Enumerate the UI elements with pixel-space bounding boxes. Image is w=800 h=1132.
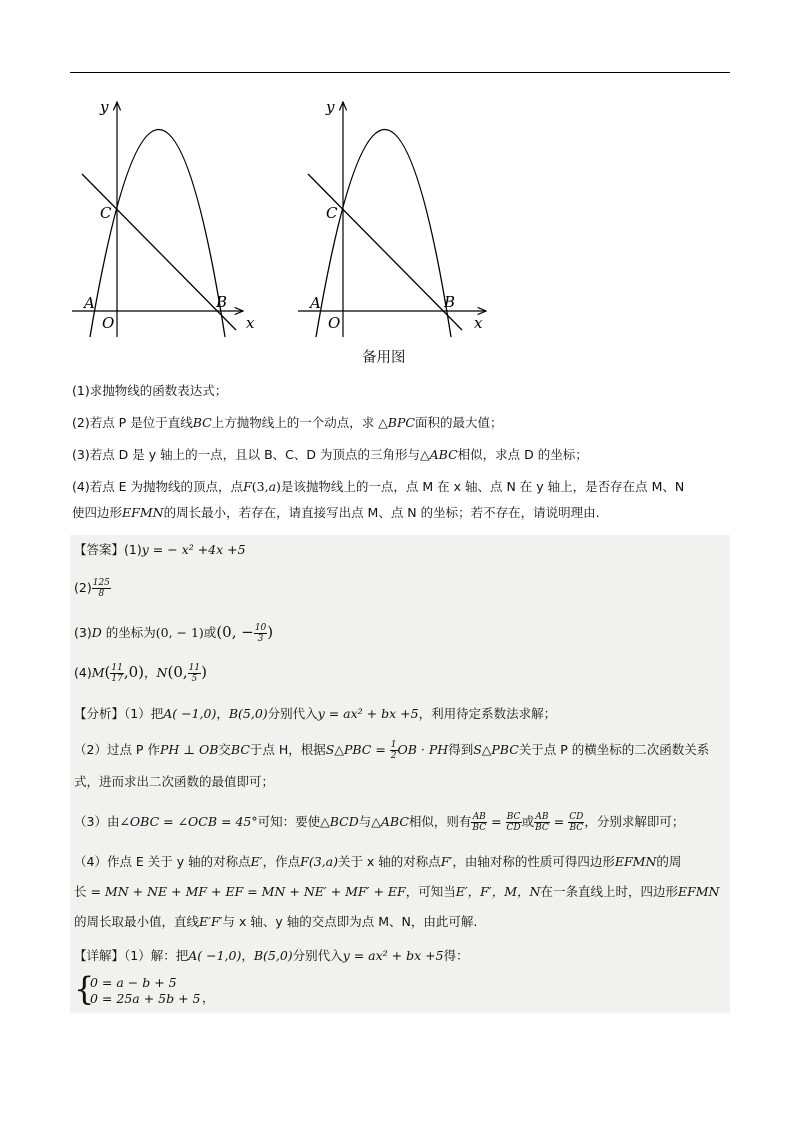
detail-1-a: （1）解：把 (124, 948, 189, 963)
analysis-4-d: ，由轴对称的性质可得四边形 (452, 854, 615, 869)
question-3-triangle: △ABC (420, 447, 458, 462)
analysis-4-l2-eq: = MN + NE + MF + EF = MN + NE′ + MF′ + EF (86, 884, 406, 899)
detail-1-comma: ， (241, 948, 254, 963)
analysis-2-line2: 式，进而求出二次函数的最值即可； (74, 774, 275, 789)
line-bc (82, 174, 236, 330)
label-o: O (102, 314, 115, 332)
answer-3-prefix: (3) (74, 625, 92, 640)
analysis-4-l3-a: 的周长取最小值，直线 (74, 914, 200, 929)
question-3-text-b: 相似，求点 D 的坐标； (457, 447, 588, 462)
answer-1-prefix: (1) (124, 542, 142, 557)
question-3-text-a: (3)若点 D 是 y 轴上的一点，且以 B、C、D 为顶点的三角形与 (72, 447, 420, 462)
analysis-3-e: ，分别求解即可； (584, 814, 685, 829)
parabola-figure-spare (296, 92, 496, 342)
detail-line-1 (74, 946, 469, 966)
analysis-line-2b (74, 772, 274, 792)
analysis-3-f2n: BC (506, 812, 521, 822)
analysis-4-e1: E′ (250, 854, 263, 869)
analysis-2-s: S△PBC (325, 742, 372, 757)
analysis-2-bc: BC (230, 742, 250, 757)
answer-3-num: 10 (254, 623, 267, 633)
answer-4-n-close: ) (201, 663, 207, 681)
detail-1-point-b: B(5,0) (253, 948, 293, 963)
header-rule (70, 72, 730, 73)
answer-line-4 (74, 662, 207, 684)
analysis-3-or: 或 (521, 814, 535, 829)
analysis-3-f3n: AB (535, 812, 549, 822)
label-a: A (84, 294, 95, 312)
detail-1-c: 得： (443, 948, 469, 963)
answer-tag: 【答案】 (74, 542, 125, 557)
question-4-point-f: F (243, 479, 252, 494)
answer-2-num: 125 (92, 578, 110, 588)
detail-1-eq: y = ax² + bx +5 (342, 948, 444, 963)
answer-3-den: 3 (257, 634, 264, 644)
analysis-1-comma: ， (216, 706, 229, 721)
analysis-4-efmn: EFMN (614, 854, 657, 869)
label-y: y (326, 98, 335, 116)
parabola-figure-main (70, 92, 270, 342)
answer-4-m-den: 17 (111, 674, 123, 684)
question-4-text-a: (4)若点 E 为抛物线的顶点，点 (72, 479, 244, 494)
system-brace: { (74, 970, 95, 1008)
analysis-line-2 (74, 740, 709, 761)
answer-3-point-2-close: ) (267, 623, 274, 641)
detail-1-point-a: A( −1,0) (188, 948, 242, 963)
analysis-3-t2: △ABC (371, 814, 409, 829)
question-1 (72, 382, 227, 400)
answer-3-point-1: (0, − 1) (155, 625, 204, 640)
answer-1-expr: y = − x² +4x +5 (141, 542, 246, 557)
answer-line-2 (74, 578, 111, 599)
analysis-2-eq-a: = (371, 742, 390, 757)
answer-3-d: D (91, 625, 102, 640)
analysis-2-b: 交 (218, 742, 231, 757)
analysis-4-l2-pts: E′，F′，M，N (455, 884, 541, 899)
analysis-tag: 【分析】 (74, 706, 125, 721)
label-c: C (100, 204, 112, 222)
analysis-2-a: （2）过点 P 作 (74, 742, 160, 757)
label-x: x (474, 314, 483, 332)
line-bc (308, 174, 462, 330)
analysis-4-l2-c: 在一条直线上时，四边形 (540, 884, 678, 899)
analysis-3-d: 相似，则有 (408, 814, 472, 829)
analysis-2-c: 于点 H，根据 (249, 742, 326, 757)
analysis-2-s2: S△PBC (473, 742, 519, 757)
question-3 (72, 446, 588, 464)
answer-4-n-fraction (188, 663, 201, 684)
question-4-text-b: 是该抛物线上的一点，点 M 在 x 轴、点 N 在 y 轴上，是否存在点 M、N (280, 479, 685, 494)
analysis-4-l2-b: ，可知当 (405, 884, 456, 899)
system-eq-2: 0 = 25a + 5b + 5 (90, 991, 201, 1006)
analysis-4-b: ，作点 (262, 854, 301, 869)
answer-3-text: 的坐标为 (101, 625, 156, 640)
analysis-3-angle: ∠OBC = ∠OCB = 45° (119, 814, 258, 829)
analysis-line-4b (74, 882, 720, 902)
question-2-triangle: △BPC (374, 415, 415, 430)
question-2 (72, 414, 502, 432)
answer-4-m-fraction (110, 663, 123, 684)
question-2-bc: BC (192, 415, 212, 430)
question-1-text: (1)求抛物线的函数表达式； (72, 383, 228, 398)
analysis-3-t1: △BCD (320, 814, 359, 829)
answer-4-n: N (156, 665, 168, 680)
question-4 (72, 478, 684, 496)
answer-2-den: 8 (98, 589, 105, 599)
answer-4-m-num: 11 (111, 663, 123, 673)
answer-2-fraction (92, 578, 111, 599)
analysis-line-3 (74, 812, 684, 833)
figure-caption: 备用图 (362, 350, 406, 366)
analysis-3-f1n: AB (472, 812, 486, 822)
analysis-2-d: 得到 (448, 742, 474, 757)
question-4-point-f-coords: (3,a) (251, 479, 281, 494)
system-tail: ， (202, 990, 215, 1005)
analysis-2-half (390, 740, 398, 761)
answer-4-prefix: (4) (74, 665, 92, 680)
analysis-3-f3d: BC (535, 823, 549, 833)
analysis-2-ph: PH ⊥ OB (159, 742, 219, 757)
label-c: C (326, 204, 338, 222)
answer-4-m-close: ,0) (123, 663, 145, 681)
analysis-3-eq-1: = (487, 814, 506, 829)
analysis-1-c: ，利用待定系数法求解； (418, 706, 557, 721)
analysis-3-b: 可知：要使 (257, 814, 321, 829)
question-4-line2-b: 的周长最小，若存在，请直接写出点 M、点 N 的坐标；若不存在，请说明理由. (163, 505, 600, 520)
question-4-efmn: EFMN (122, 505, 164, 520)
analysis-4-a: （4）作点 E 关于 y 轴的对称点 (74, 854, 251, 869)
label-b: B (444, 293, 456, 311)
analysis-4-l2-efmn: EFMN (677, 884, 720, 899)
analysis-3-f1d: BC (472, 823, 487, 833)
analysis-3-f2d: CD (506, 823, 521, 833)
answer-3-or: 或 (203, 625, 217, 640)
analysis-4-f: F(3,a) (300, 854, 338, 869)
label-x: x (246, 314, 255, 332)
label-b: B (216, 293, 228, 311)
analysis-1-point-a: A( −1,0) (163, 706, 217, 721)
answer-line-3 (74, 622, 273, 644)
answer-3-fraction (254, 623, 267, 644)
analysis-3-frac-1 (471, 812, 487, 833)
analysis-1-b: 分别代入 (267, 706, 318, 721)
parabola-curve (90, 130, 228, 338)
analysis-3-frac-3 (534, 812, 550, 833)
analysis-2-half-d: 2 (390, 751, 397, 761)
question-4-line-2 (72, 504, 600, 522)
answer-4-n-num: 11 (188, 663, 201, 673)
analysis-2-half-n: 1 (390, 740, 397, 750)
analysis-line-1 (74, 704, 556, 724)
question-2-text-c: 面积的最大值； (414, 415, 503, 430)
label-y: y (100, 98, 109, 116)
analysis-3-a: （3）由 (74, 814, 120, 829)
answer-2-prefix: (2) (74, 580, 92, 595)
analysis-1-eq: y = ax² + bx +5 (317, 706, 419, 721)
analysis-4-l2-a: 长 (74, 884, 87, 899)
system-eq-1: 0 = a − b + 5 (90, 975, 177, 990)
analysis-2-e: 关于点 P 的横坐标的二次函数关系 (518, 742, 710, 757)
detail-tag: 【详解】 (74, 948, 125, 963)
analysis-3-frac-4 (568, 812, 584, 833)
answer-4-sep: ， (144, 665, 157, 680)
analysis-3-eq-2: = (549, 814, 569, 829)
detail-1-b: 分别代入 (292, 948, 343, 963)
analysis-1-a: （1）把 (124, 706, 164, 721)
question-2-text-a: (2)若点 P 是位于直线 (72, 415, 193, 430)
analysis-3-f4d: BC (569, 823, 584, 833)
analysis-line-4c (74, 912, 477, 932)
answer-4-n-open: (0, (167, 663, 188, 681)
question-2-text-b: 上方抛物线上的一个动点，求 (211, 415, 375, 430)
analysis-line-4 (74, 852, 681, 872)
analysis-4-l3-line: E′F′ (199, 914, 223, 929)
analysis-3-frac-2 (506, 812, 522, 833)
answer-4-m-open: ( (104, 663, 111, 681)
analysis-4-l3-b: 与 x 轴、y 轴的交点即为点 M、N，由此可解. (222, 914, 478, 929)
label-a: A (310, 294, 321, 312)
answer-4-n-den: 5 (191, 674, 198, 684)
analysis-4-e: 的周 (656, 854, 682, 869)
label-o: O (328, 314, 341, 332)
question-4-line2-a: 使四边形 (72, 505, 123, 520)
analysis-2-eq-b: OB · PH (397, 742, 449, 757)
analysis-3-f4n: CD (569, 812, 584, 822)
answer-line-1 (74, 540, 246, 560)
answer-4-m: M (91, 665, 105, 680)
answer-3-point-2-open: (0, − (216, 623, 254, 641)
analysis-1-point-b: B(5,0) (228, 706, 268, 721)
analysis-4-c: 关于 x 轴的对称点 (337, 854, 441, 869)
analysis-3-c: 与 (358, 814, 372, 829)
analysis-4-f1: F′ (440, 854, 453, 869)
parabola-curve (316, 130, 451, 338)
